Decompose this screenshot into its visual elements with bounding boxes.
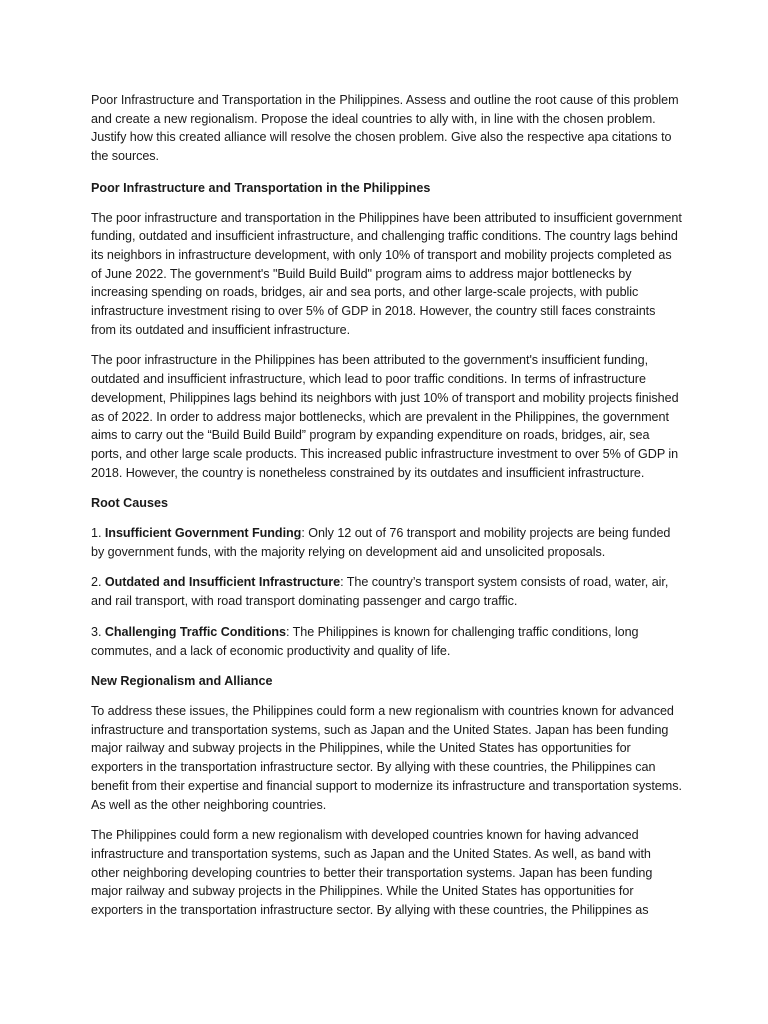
root-cause-term: Challenging Traffic Conditions	[104, 624, 286, 639]
root-cause-item-2	[91, 573, 682, 610]
root-cause-term: Insufficient Government Funding	[104, 526, 302, 541]
root-cause-item-3	[91, 623, 682, 660]
root-cause-text: : The country’s transport system consists of road, water, air, and rail transport, with road transport dominating passenger and cargo traffic.	[91, 575, 669, 609]
document-title: Poor Infrastructure and Transportation in the Philippines	[91, 180, 431, 195]
regionalism-paragraph-2: The Philippines could form a new regionalism with developed countries known for having advanced infrastructure and transportation systems, such as Japan and the United States. As well, as band with other neighboring developing countries to better their transportation systems. Japan has been funding major railway and subway projects in the Philippines. While the United States has opportunities for exporters in the transportation infrastructure sector. By allying with these countries, the Philippines as	[91, 828, 653, 918]
root-cause-number: 1.	[91, 526, 102, 541]
intro-paragraph-1: The poor infrastructure and transportation in the Philippines have been attributed to insufficient government funding, outdated and insufficient infrastructure, and challenging traffic conditions. The country lags behind its neighbors in infrastructure development, with only 10% of transport and mobility projects completed as of June 2022. The government's "Build Build Build" program aims to address major bottlenecks by increasing spending on roads, bridges, air and sea ports, and other large-scale projects, with public infrastructure investment rising to over 5% of GDP in 2018. However, the country still faces constraints from its outdated and insufficient infrastructure.	[91, 210, 682, 337]
root-cause-term: Outdated and Insufficient Infrastructure	[104, 575, 341, 590]
root-cause-number: 2.	[91, 575, 102, 590]
assignment-prompt: Poor Infrastructure and Transportation in the Philippines. Assess and outline the root cause of this problem and create a new regionalism. Propose the ideal countries to ally with, in line with the chosen problem. Justify how this created alliance will resolve the chosen problem. Give also the respective apa citations to the sources.	[91, 93, 679, 164]
root-cause-text: : Only 12 out of 76 transport and mobility projects are being funded by government funds, with the majority relying on development aid and unsolicited proposals.	[91, 526, 671, 559]
root-causes-heading: Root Causes	[91, 496, 168, 511]
root-cause-item-1	[91, 524, 682, 561]
root-cause-text: : The Philippines is known for challenging traffic conditions, long commutes, and a lack of economic productivity and quality of life.	[91, 624, 639, 658]
regionalism-heading: New Regionalism and Alliance	[91, 674, 273, 689]
root-cause-number: 3.	[91, 624, 102, 639]
intro-paragraph-2: The poor infrastructure in the Philippines has been attributed to the government's insufficient funding, outdated and insufficient infrastructure, which lead to poor traffic conditions. In terms of infrastructure development, Philippines lags behind its neighbors with just 10% of transport and mobility projects finished as of 2022. In order to address major bottlenecks, which are prevalent in the Philippines, the government aims to carry out the “Build Build Build” program by expanding expenditure on roads, bridges, air, sea ports, and other large scale products. This increased public infrastructure investment to over 5% of GDP in 2018. However, the country is nonetheless constrained by its outdates and insufficient infrastructure.	[91, 353, 679, 480]
regionalism-paragraph-1: To address these issues, the Philippines could form a new regionalism with countries known for advanced infrastructure and transportation systems, such as Japan and the United States. Japan has been funding major railway and subway projects in the Philippines, while the United States has opportunities for exporters in the transportation infrastructure sector. By allying with these countries, the Philippines can benefit from their expertise and financial support to modernize its infrastructure and transportation systems. As well as the other neighboring countries.	[91, 703, 682, 812]
